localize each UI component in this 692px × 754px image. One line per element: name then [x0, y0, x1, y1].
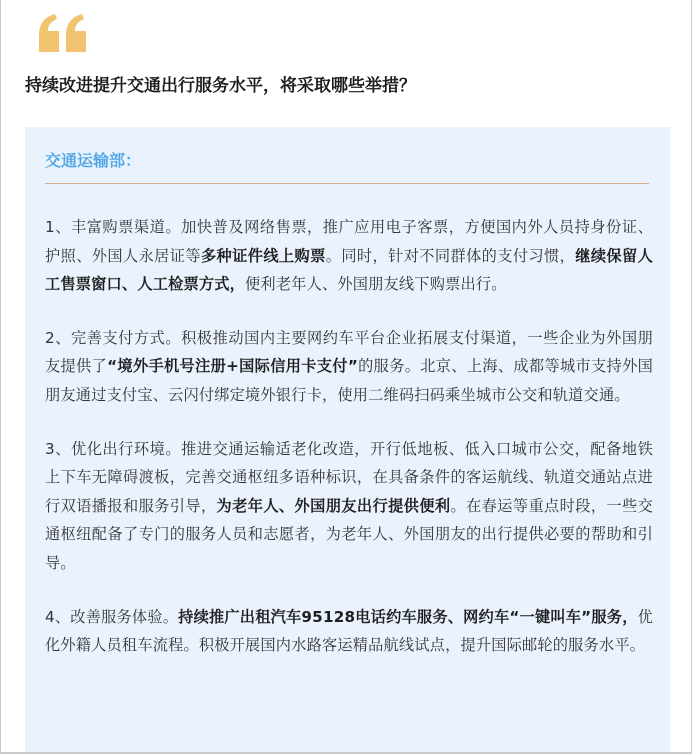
emphasis-text: 多种证件线上购票 — [200, 246, 326, 265]
emphasis-text: 继续保留人工售票窗口、人工检票方式， — [45, 246, 654, 294]
answer-body — [45, 213, 653, 685]
answer-paragraph — [45, 603, 653, 660]
quote-mark-icon — [35, 12, 91, 56]
paragraph-text: 。在春运等重点时段，一些交通枢纽配备了专门的服务人员和志愿者，为老年人、外国朋友的出行提供必要的帮助和引导。 — [45, 496, 653, 572]
answer-source: 交通运输部： — [45, 151, 142, 170]
paragraph-text: 2、完善支付方式。积极推动国内主要网约车平台企业拓展支付渠道，一些企业为外国朋友提供了 — [45, 328, 653, 376]
answer-paragraph — [45, 435, 653, 578]
question-heading: 持续改进提升交通出行服务水平，将采取哪些举措？ — [25, 76, 416, 96]
divider — [45, 183, 649, 184]
paragraph-text: 。同时，针对不同群体的支付习惯， — [325, 246, 576, 265]
paragraph-text: 便利老年人、外国朋友线下购票出行。 — [245, 275, 507, 294]
paragraph-text: 4、改善服务体验。 — [45, 607, 179, 626]
answer-paragraph — [45, 324, 653, 410]
answer-panel — [25, 127, 670, 754]
answer-paragraph — [45, 213, 653, 299]
paragraph-text: 1、丰富购票渠道。加快普及网络售票，推广应用电子客票，方便国内外人员持身份证、护照、外国人永居证等 — [45, 218, 653, 265]
emphasis-text: 持续推广出租汽车95128电话约车服务、网约车“一键叫车”服务， — [178, 607, 638, 626]
emphasis-text: 为老年人、外国朋友出行提供便利 — [216, 496, 451, 515]
paragraph-text: 的服务。北京、上海、成都等城市支持外国朋友通过支付宝、云闪付绑定境外银行卡，使用二维码扫码乘坐城市公交和轨道交通。 — [45, 357, 653, 404]
paragraph-text: 优化外籍人员租车流程。积极开展国内水路客运精品航线试点，提升国际邮轮的服务水平。 — [45, 607, 654, 655]
emphasis-text: “境外手机号注册+国际信用卡支付” — [107, 357, 359, 376]
paragraph-text: 3、优化出行环境。推进交通运输适老化改造，开行低地板、低入口城市公交，配备地铁上下车无障碍渡板，完善交通枢纽多语种标识，在具备条件的客运航线、轨道交通站点进行双语播报和服务引导， — [45, 439, 653, 515]
